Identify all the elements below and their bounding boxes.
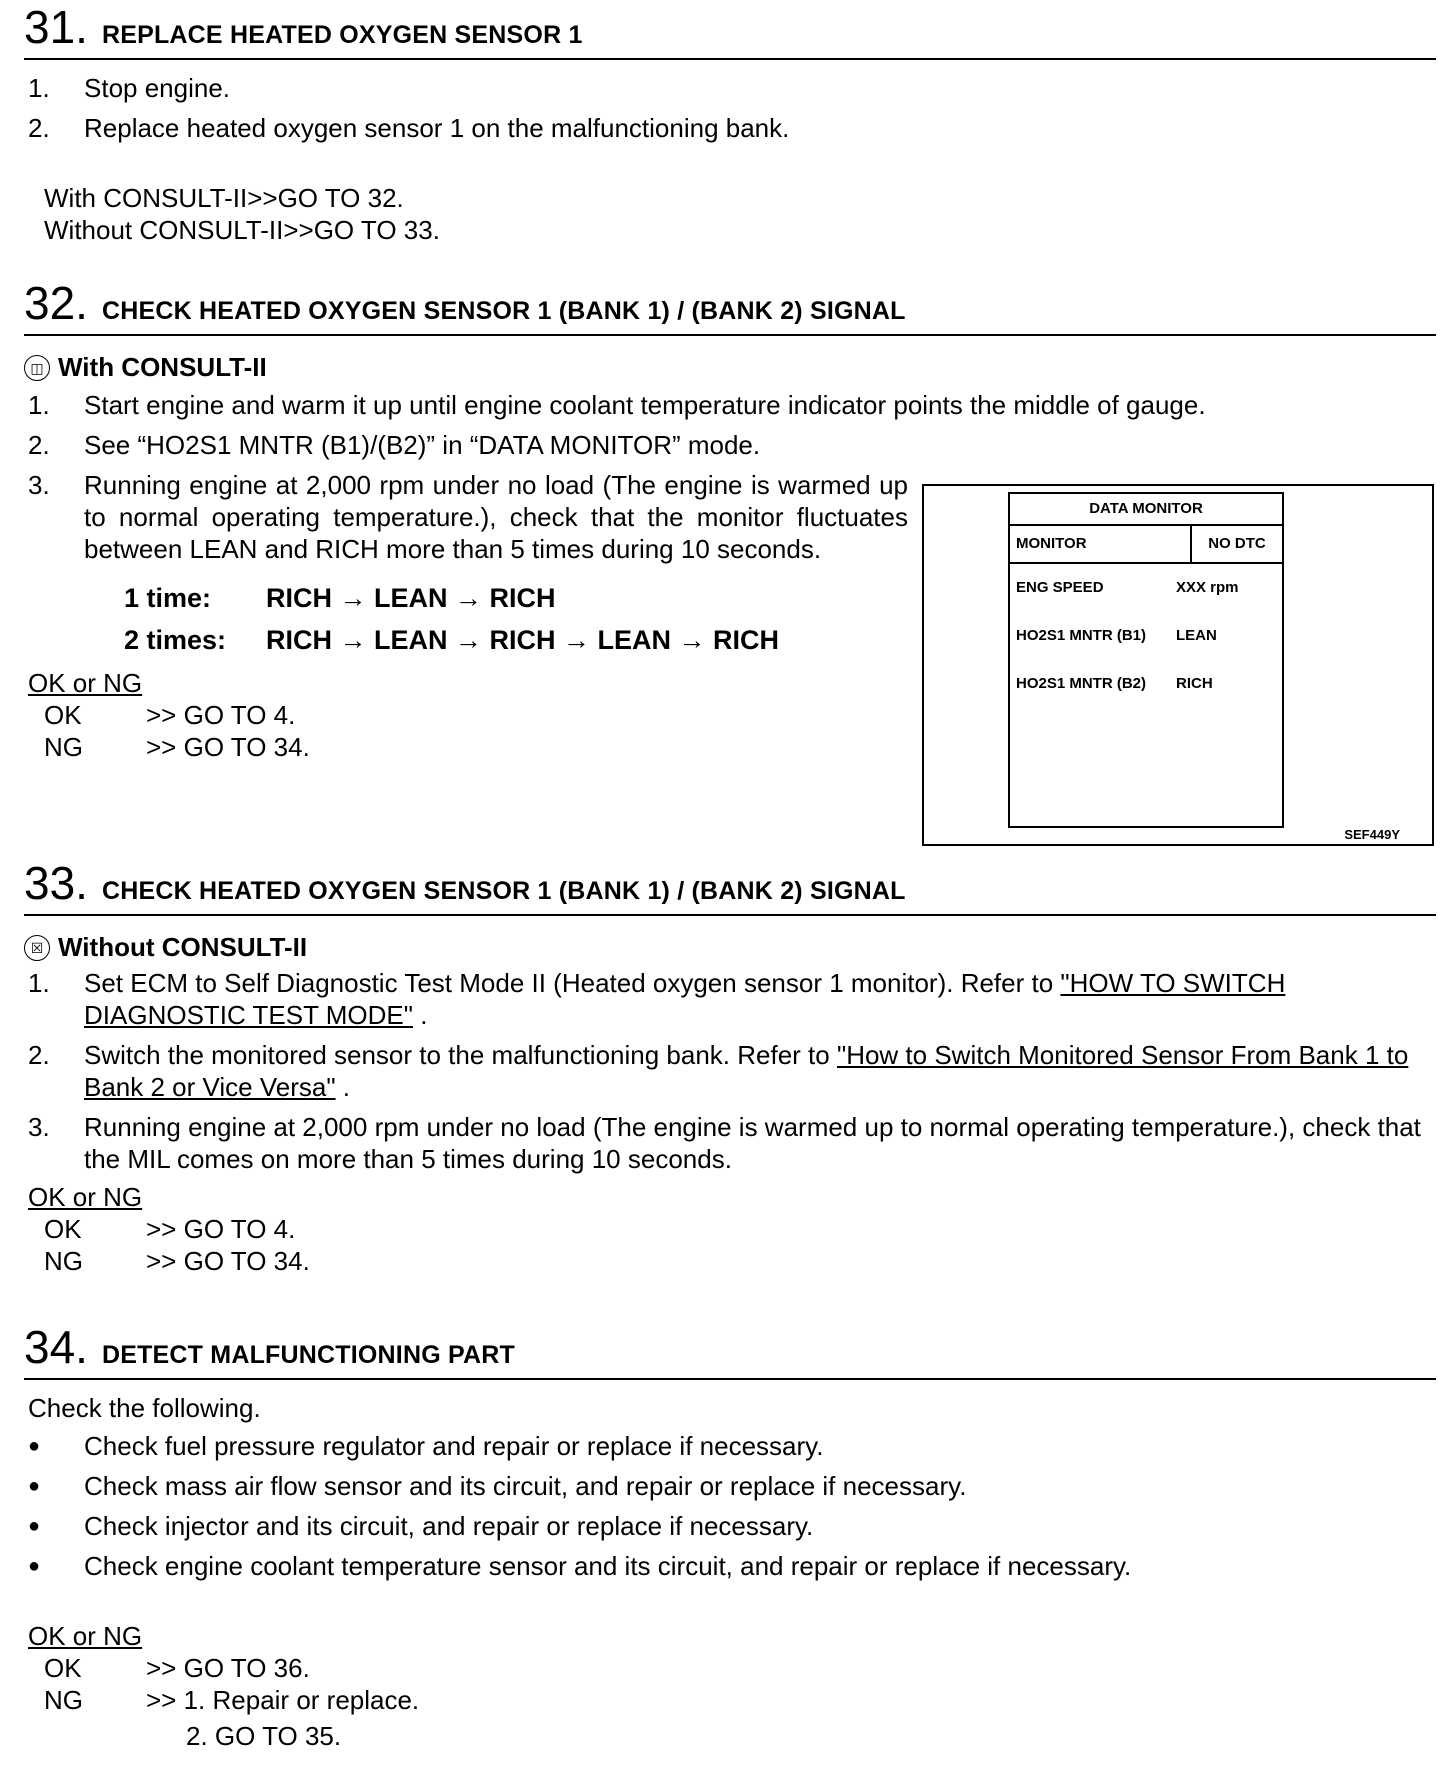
result-ng: NG >> GO TO 34. — [44, 1246, 310, 1276]
ok-or-ng-label: OK or NG — [28, 1621, 143, 1651]
section-32 — [24, 277, 1436, 842]
data-monitor-screen — [1008, 492, 1284, 828]
bullet-icon: ● — [28, 1475, 41, 1497]
section-title: REPLACE HEATED OXYGEN SENSOR 1 — [101, 21, 583, 49]
monitor-row: ENG SPEED XXX rpm — [1016, 579, 1239, 596]
section-34 — [24, 1322, 1436, 1752]
list-item: 1. Set ECM to Self Diagnostic Test Mode II (Heated oxygen sensor 1 monitor). Refer to "HOW TO SWITCH DIAGNOSTIC TEST MODE" . — [28, 968, 1286, 1030]
result-ok: OK >> GO TO 4. — [44, 700, 296, 730]
list-item: 2. Replace heated oxygen sensor 1 on the malfunctioning bank. — [28, 113, 790, 143]
subheading-with-consult: ◫ With CONSULT-II — [24, 352, 1436, 383]
result-ok: OK >> GO TO 4. — [44, 1214, 296, 1244]
section-33 — [24, 858, 1436, 1277]
figure-reference: SEF449Y — [1344, 827, 1400, 842]
consult-icon: ◫ — [24, 355, 50, 381]
list-item: 3. Running engine at 2,000 rpm under no load (The engine is warmed up to normal operating temperature.), check that the monitor fluctuates between LEAN and RICH more than 5 times during 10 seconds. — [28, 470, 908, 564]
list-item: ● Check fuel pressure regulator and repair or replace if necessary. — [24, 1426, 1436, 1466]
list-item: 2. Switch the monitored sensor to the malfunctioning bank. Refer to "How to Switch Monitored Sensor From Bank 1 to Bank 2 or Vice Versa" . — [28, 1040, 1409, 1102]
result-ng-continued: 2. GO TO 35. — [186, 1721, 342, 1751]
result-ng: NG >> 1. Repair or replace. — [44, 1685, 420, 1715]
step-number: 33 — [24, 857, 76, 909]
monitor-header: DATA MONITOR — [1010, 494, 1282, 526]
ok-or-ng-label: OK or NG — [28, 668, 143, 698]
goto-without-consult: Without CONSULT-II>>GO TO 33. — [44, 215, 440, 245]
bullet-icon: ● — [28, 1515, 41, 1537]
monitor-row: HO2S1 MNTR (B2) RICH — [1016, 675, 1213, 692]
list-item: ● Check engine coolant temperature sensor and its circuit, and repair or replace if necessary. — [24, 1546, 1436, 1586]
monitor-column-row: MONITOR NO DTC — [1010, 526, 1282, 564]
section-title: CHECK HEATED OXYGEN SENSOR 1 (BANK 1) / (BANK 2) SIGNAL — [101, 877, 906, 905]
section-header: 31 . REPLACE HEATED OXYGEN SENSOR 1 — [24, 2, 1436, 60]
link-switch-diagnostic-test-mode[interactable]: "HOW TO SWITCH DIAGNOSTIC TEST MODE" — [84, 968, 1286, 1030]
step-number: 32 — [24, 277, 76, 329]
no-consult-icon: ☒ — [24, 935, 50, 961]
subheading-without-consult: ☒ Without CONSULT-II — [24, 932, 1436, 963]
list-item: 2. See “HO2S1 MNTR (B1)/(B2)” in “DATA MONITOR” mode. — [28, 430, 761, 460]
list-item: 3. Running engine at 2,000 rpm under no load (The engine is warmed up to normal operating temperature.), check that the MIL comes on more than 5 times during 10 seconds. — [28, 1112, 1421, 1174]
step-number: 31 — [24, 1, 76, 53]
monitor-row: HO2S1 MNTR (B1) LEAN — [1016, 627, 1217, 644]
section-title: CHECK HEATED OXYGEN SENSOR 1 (BANK 1) / (BANK 2) SIGNAL — [101, 297, 906, 325]
result-ng: NG >> GO TO 34. — [44, 732, 310, 762]
goto-with-consult: With CONSULT-II>>GO TO 32. — [44, 183, 404, 213]
sequence-2-times: 2 times: RICH → LEAN → RICH → LEAN → RICH — [124, 625, 779, 655]
step-number: 34 — [24, 1321, 76, 1373]
sequence-1-time: 1 time: RICH → LEAN → RICH — [124, 583, 556, 613]
link-switch-monitored-sensor[interactable]: "How to Switch Monitored Sensor From Bank 1 to Bank 2 or Vice Versa" — [84, 1040, 1409, 1102]
bullet-icon: ● — [28, 1435, 41, 1457]
list-item: ● Check mass air flow sensor and its circuit, and repair or replace if necessary. — [24, 1466, 1436, 1506]
intro-text: Check the following. — [28, 1393, 261, 1423]
section-header: 32 . CHECK HEATED OXYGEN SENSOR 1 (BANK 1) / (BANK 2) SIGNAL — [24, 278, 1436, 336]
list-item: 1. Stop engine. — [28, 73, 231, 103]
bullet-icon: ● — [28, 1555, 41, 1577]
ok-or-ng-label: OK or NG — [28, 1182, 143, 1212]
data-monitor-figure — [922, 484, 1434, 846]
section-header: 34 . DETECT MALFUNCTIONING PART — [24, 1322, 1436, 1380]
list-item: 1. Start engine and warm it up until engine coolant temperature indicator points the middle of gauge. — [28, 390, 1206, 420]
section-31 — [24, 2, 1436, 246]
result-ok: OK >> GO TO 36. — [44, 1653, 310, 1683]
list-item: ● Check injector and its circuit, and repair or replace if necessary. — [24, 1506, 1436, 1546]
section-header: 33 . CHECK HEATED OXYGEN SENSOR 1 (BANK 1) / (BANK 2) SIGNAL — [24, 858, 1436, 916]
section-title: DETECT MALFUNCTIONING PART — [101, 1341, 515, 1369]
